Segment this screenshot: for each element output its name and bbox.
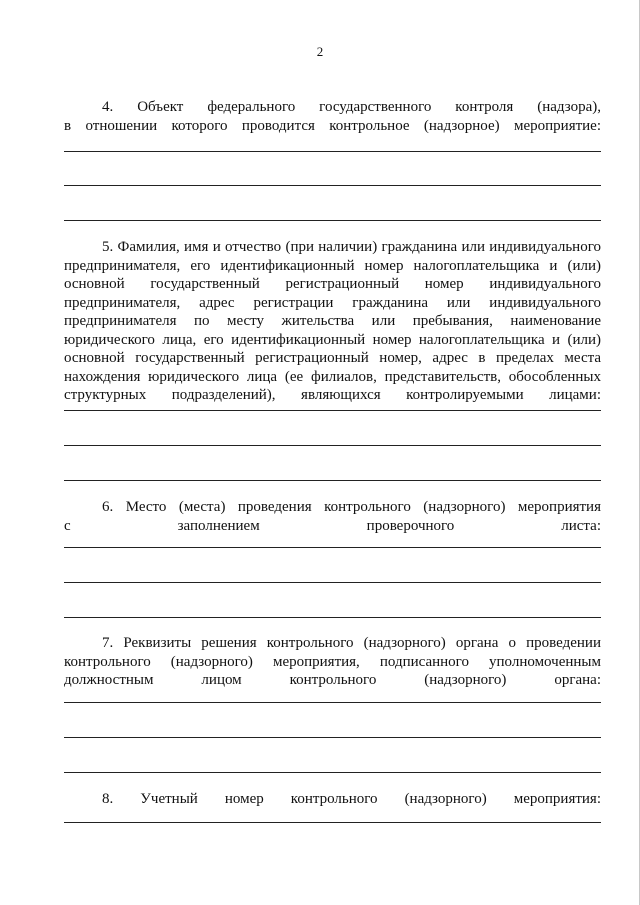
section-7-text bbox=[64, 634, 601, 690]
text-line: предпринимателя по месту жительства или пребывания, наименование bbox=[64, 313, 601, 329]
section-6-text bbox=[64, 498, 601, 535]
text-line: предпринимателя, адрес регистрации гражданина или индивидуального bbox=[64, 294, 601, 311]
fill-line bbox=[64, 822, 601, 823]
fill-line bbox=[64, 617, 601, 618]
fill-line bbox=[64, 220, 601, 221]
fill-line bbox=[64, 480, 601, 481]
text-line: структурных подразделений), являющихся контролируемыми лицами: bbox=[64, 387, 601, 403]
section-4 bbox=[64, 98, 601, 135]
text-line: должностным лицом контрольного (надзорного) органа: bbox=[64, 672, 601, 688]
fill-line bbox=[64, 582, 601, 583]
fill-line bbox=[64, 737, 601, 738]
text-line: 4. Объект федерального государственного контроля (надзора), bbox=[102, 99, 601, 115]
text-line: с заполнением проверочного листа: bbox=[64, 517, 601, 534]
fill-line bbox=[64, 185, 601, 186]
text-line: в отношении которого проводится контрольное (надзорное) мероприятие: bbox=[64, 117, 601, 134]
fill-line bbox=[64, 772, 601, 773]
section-4-text bbox=[64, 98, 601, 135]
section-7 bbox=[64, 634, 601, 690]
text-line: основной государственный регистрационный номер, адрес в пределах места bbox=[64, 350, 601, 366]
text-line: 5. Фамилия, имя и отчество (при наличии) гражданина или индивидуального bbox=[102, 239, 601, 255]
section-6 bbox=[64, 498, 601, 535]
text-line: 6. Место (места) проведения контрольного (надзорного) мероприятия bbox=[102, 499, 601, 515]
text-line: юридического лица, его идентификационный номер налогоплательщика и (или) bbox=[64, 331, 601, 348]
section-8 bbox=[64, 790, 601, 809]
text-line: предпринимателя, его идентификационный номер налогоплательщика и (или) bbox=[64, 257, 601, 274]
fill-line bbox=[64, 151, 601, 152]
text-line: контрольного (надзорного) мероприятия, подписанного уполномоченным bbox=[64, 653, 601, 670]
fill-line bbox=[64, 702, 601, 703]
section-8-text bbox=[64, 790, 601, 809]
fill-line bbox=[64, 445, 601, 446]
text-line: 8. Учетный номер контрольного (надзорного) мероприятия: bbox=[102, 791, 601, 807]
section-5-text bbox=[64, 238, 601, 405]
fill-line bbox=[64, 547, 601, 548]
text-line: основной государственный регистрационный номер индивидуального bbox=[64, 276, 601, 292]
fill-line bbox=[64, 410, 601, 411]
text-line: 7. Реквизиты решения контрольного (надзорного) органа о проведении bbox=[102, 635, 601, 651]
section-5 bbox=[64, 238, 601, 405]
text-line: нахождения юридического лица (ее филиалов, представительств, обособленных bbox=[64, 368, 601, 385]
page-number: 2 bbox=[316, 44, 324, 59]
